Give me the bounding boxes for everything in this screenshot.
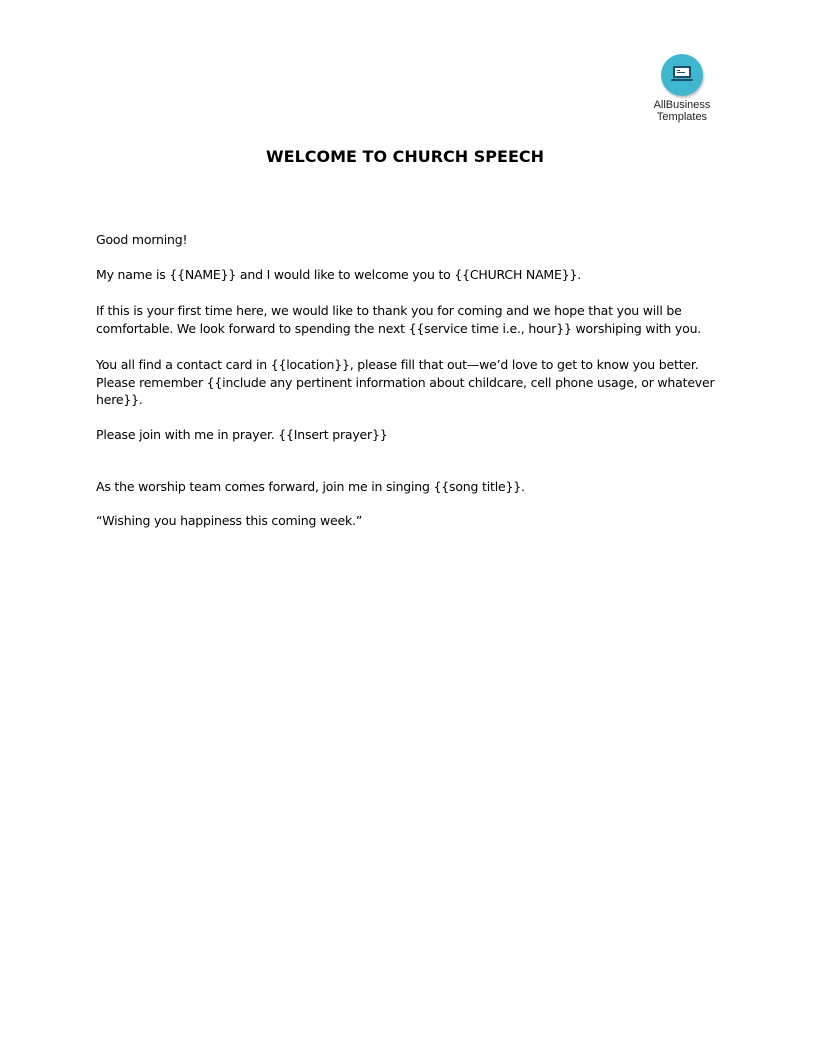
closing-text: “Wishing you happiness this coming week.” — [96, 513, 363, 528]
intro-paragraph — [96, 266, 716, 284]
prayer-paragraph — [96, 426, 716, 444]
worship-paragraph — [96, 478, 716, 496]
intro-text: My name is {{NAME}} and I would like to welcome you to {{CHURCH NAME}}. — [96, 267, 581, 282]
closing-paragraph — [96, 512, 716, 530]
contact-line-1: You all find a contact card in {{location}}, please fill that out—we’d love to get to know you better. — [96, 357, 699, 372]
prayer-text: Please join with me in prayer. {{Insert prayer}} — [96, 427, 388, 442]
first-time-line-2: comfortable. We look forward to spending the next {{service time i.e., hour}} worshiping with you. — [96, 320, 702, 336]
contact-line-2: Please remember {{include any pertinent information about childcare, cell phone usage, or whatever — [96, 374, 715, 390]
logo-badge — [661, 54, 703, 96]
first-time-line-1: If this is your first time here, we would like to thank you for coming and we hope that you will be — [96, 303, 682, 318]
logo-text — [646, 99, 718, 123]
logo-line-2: Templates — [656, 111, 708, 123]
greeting-text: Good morning! — [96, 232, 188, 247]
document-title: WELCOME TO CHURCH SPEECH — [265, 147, 544, 166]
first-time-paragraph — [96, 302, 716, 337]
worship-text: As the worship team comes forward, join me in singing {{song title}}. — [96, 479, 525, 494]
contact-paragraph — [96, 356, 716, 409]
contact-line-3: here}}. — [96, 392, 143, 407]
greeting-paragraph — [96, 231, 716, 249]
allbusiness-templates-logo — [646, 54, 718, 123]
logo-line-1: AllBusiness — [653, 99, 711, 111]
